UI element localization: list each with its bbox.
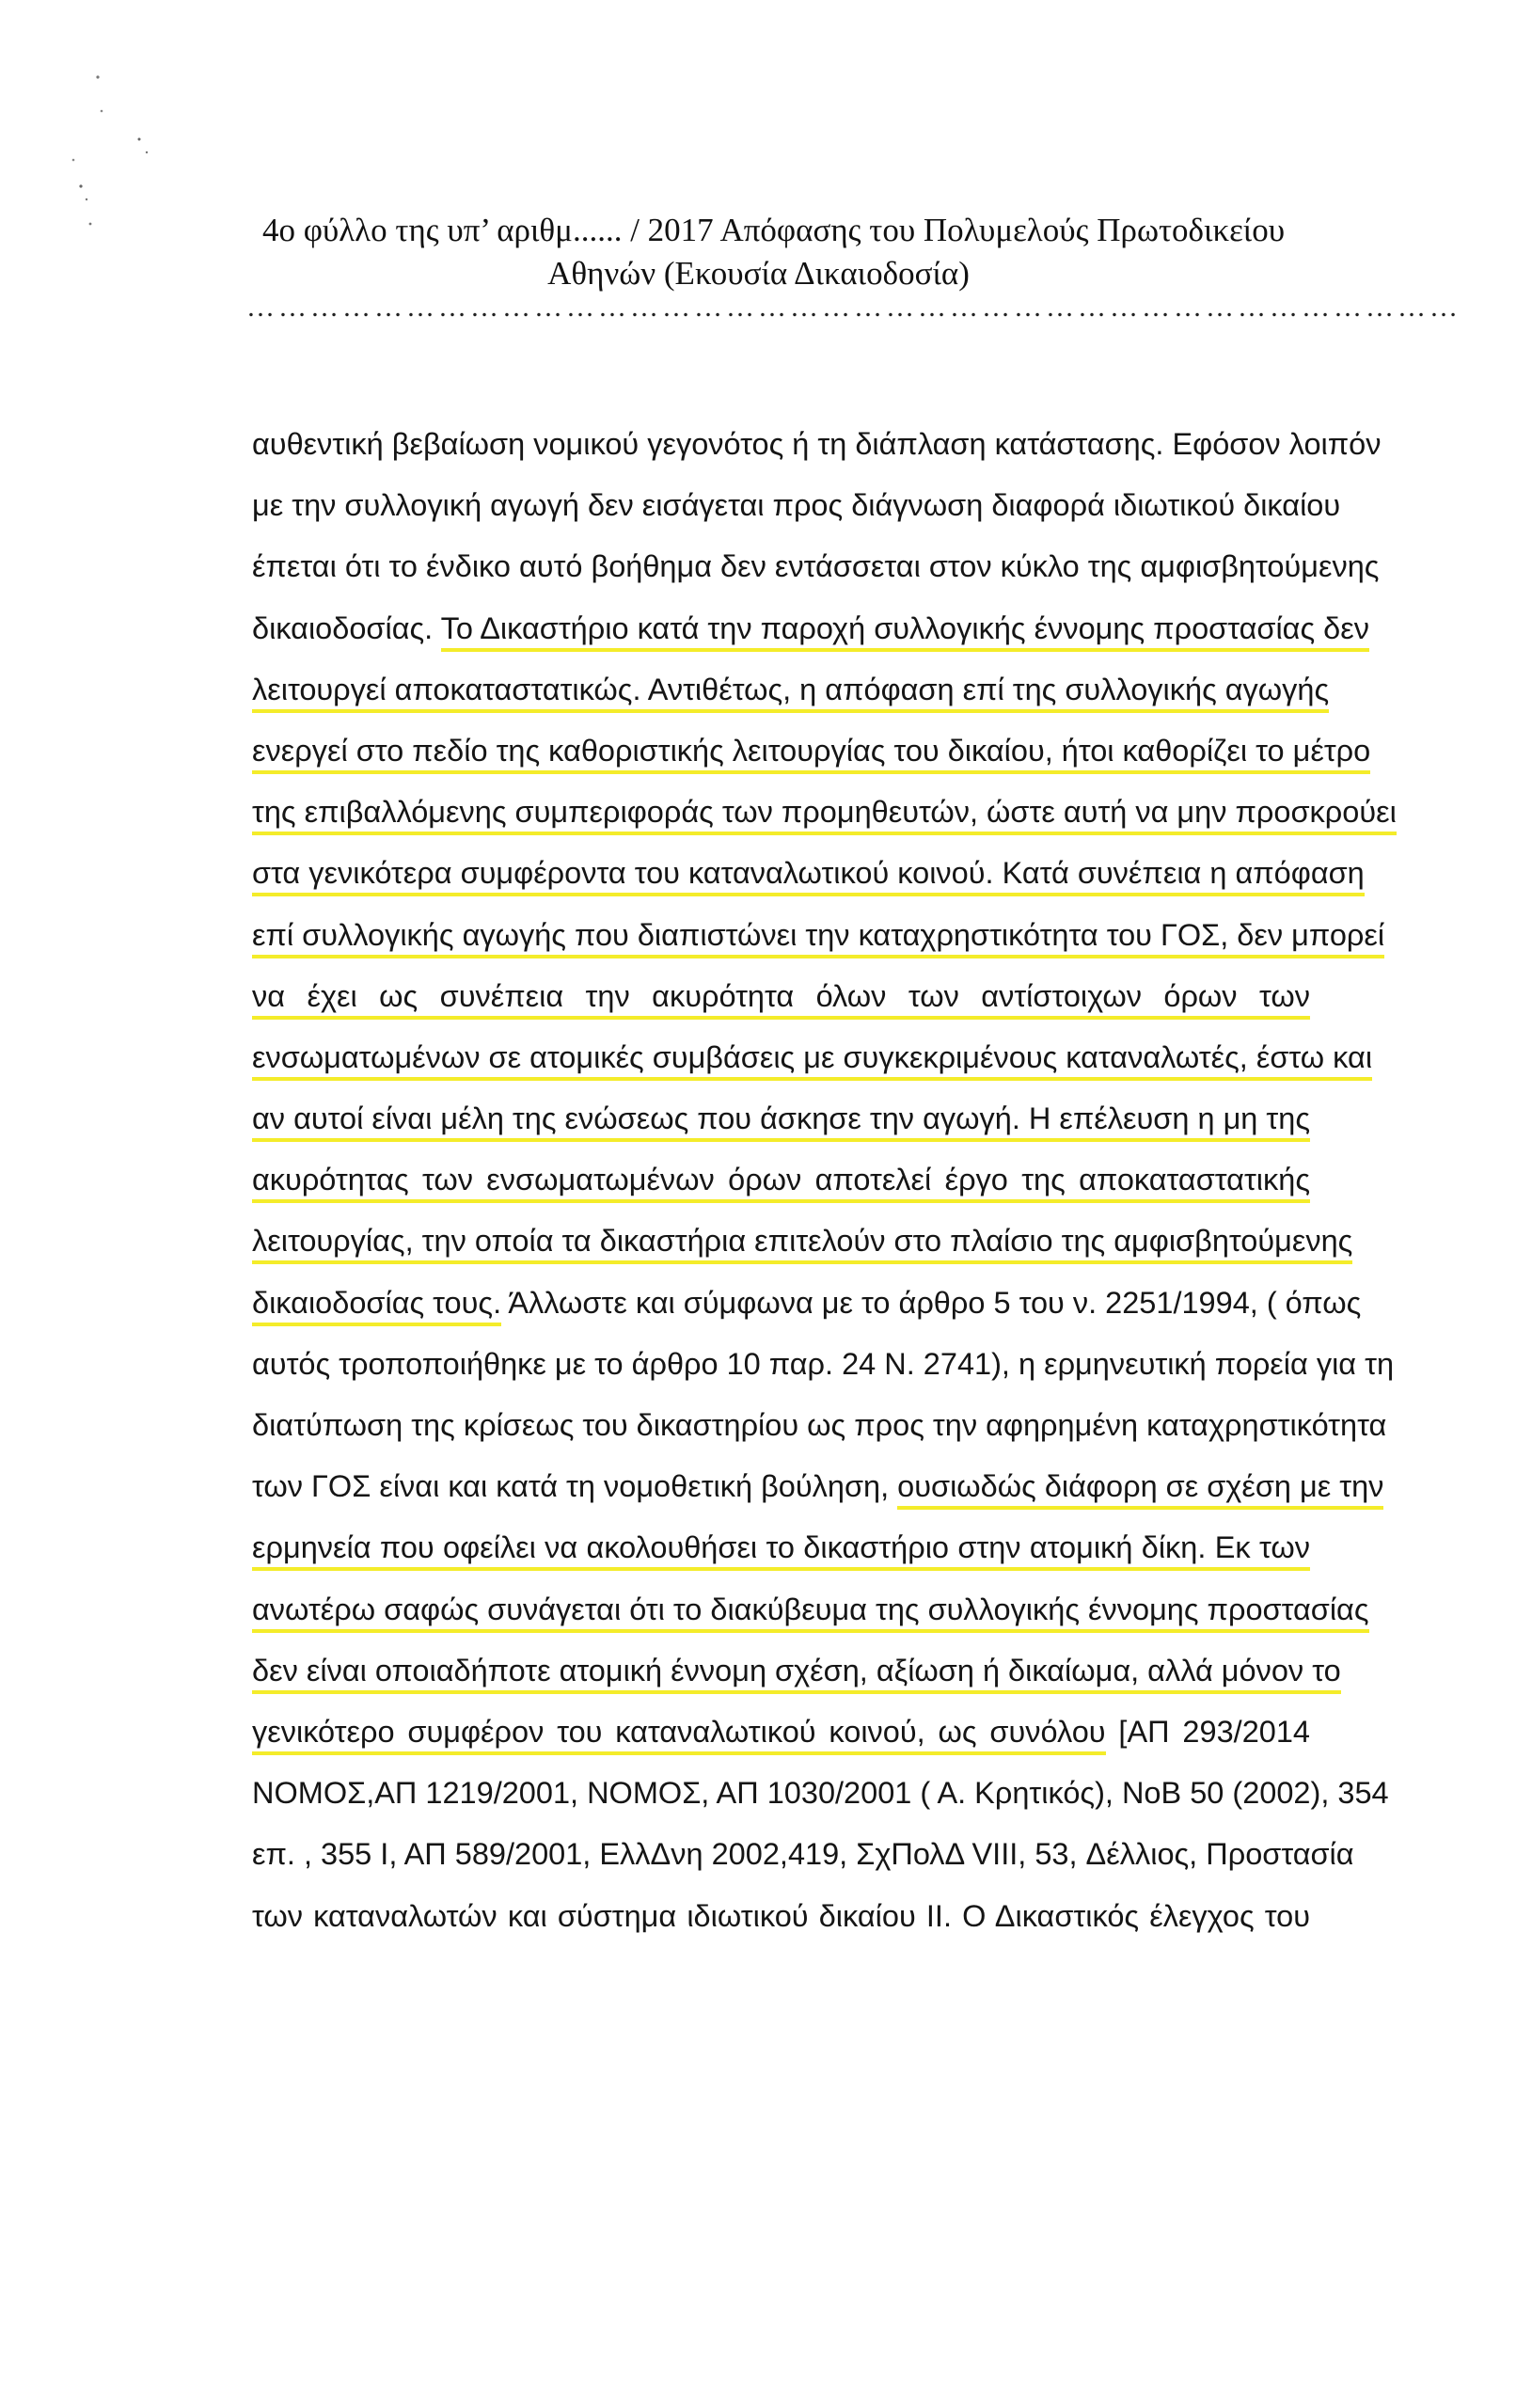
line-text: διατύπωση της κρίσεως του δικαστηρίου ως προς την αφηρημένη καταχρηστικότητα bbox=[252, 1408, 1387, 1442]
text-line bbox=[252, 1211, 1353, 1272]
text-line bbox=[252, 598, 1369, 659]
header-line-2: Αθηνών (Εκουσία Δικαιοδοσία) bbox=[547, 255, 970, 292]
text-line bbox=[252, 659, 1330, 721]
text-line bbox=[252, 536, 1380, 597]
highlighted-text: ανωτέρω σαφώς συνάγεται ότι το διακύβευμα της συλλογικής έννομης προστασίας bbox=[252, 1592, 1369, 1633]
text-line bbox=[252, 1640, 1341, 1702]
text-line bbox=[252, 905, 1385, 966]
line-text: των ΓΟΣ είναι και κατά τη νομοθετική βούληση, bbox=[252, 1469, 898, 1504]
highlighted-text: λειτουργεί αποκαταστατικώς. Αντιθέτως, η απόφαση επί της συλλογικής αγωγής bbox=[252, 673, 1329, 713]
text-line bbox=[252, 1334, 1395, 1395]
line-text: των καταναλωτών και σύστημα ιδιωτικού δικαίου ΙΙ. Ο Δικαστικός έλεγχος του bbox=[252, 1898, 1310, 1933]
highlighted-text: λειτουργίας, την οποία τα δικαστήρια επιτελούν στο πλαίσιο της αμφισβητούμενης bbox=[252, 1224, 1352, 1264]
highlighted-text: ουσιωδώς διάφορη σε σχέση με την bbox=[897, 1469, 1383, 1510]
line-text: Άλλωστε και σύμφωνα με το άρθρο 5 του ν. 2251/1994, ( όπως bbox=[501, 1285, 1362, 1320]
scan-specks bbox=[0, 0, 188, 245]
text-line bbox=[252, 1456, 1384, 1517]
line-text: ΝΟΜΟΣ,ΑΠ 1219/2001, ΝΟΜΟΣ, ΑΠ 1030/2001 ( Α. Κρητικός), ΝοΒ 50 (2002), 354 bbox=[252, 1776, 1389, 1811]
highlighted-text: δικαιοδοσίας τους. bbox=[252, 1286, 501, 1326]
text-line bbox=[252, 414, 1382, 475]
line-text: δικαιοδοσίας. bbox=[252, 610, 441, 645]
line-text: με την συλλογική αγωγή δεν εισάγεται προς διάγνωση διαφορά ιδιωτικού δικαίου bbox=[252, 488, 1341, 523]
text-line bbox=[252, 1088, 1310, 1149]
text-line bbox=[252, 966, 1310, 1027]
line-text: επ. , 355 Ι, ΑΠ 589/2001, ΕλλΔνη 2002,419, ΣχΠολΔ VIII, 53, Δέλλιος, Προστασία bbox=[252, 1837, 1354, 1872]
highlighted-text: αν αυτοί είναι μέλη της ενώσεως που άσκησε την αγωγή. Η επέλευση η μη της bbox=[252, 1101, 1310, 1142]
highlighted-text: δεν είναι οποιαδήποτε ατομική έννομη σχέση, αξίωση ή δικαίωμα, αλλά μόνον το bbox=[252, 1654, 1341, 1694]
highlighted-text: ερμηνεία που οφείλει να ακολουθήσει το δικαστήριο στην ατομική δίκη. Εκ των bbox=[252, 1530, 1310, 1571]
header-line-1: 4ο φύλλο της υπ’ αριθμ...... / 2017 Απόφασης του Πολυμελούς Πρωτοδικείου bbox=[261, 212, 1286, 248]
highlighted-text: γενικότερο συμφέρον του καταναλωτικού κοινού, ως συνόλου bbox=[252, 1715, 1106, 1755]
text-line bbox=[252, 1395, 1387, 1456]
text-line bbox=[252, 1702, 1310, 1763]
text-line bbox=[252, 1886, 1310, 1947]
highlighted-text: ενεργεί στο πεδίο της καθοριστικής λειτουργίας του δικαίου, ήτοι καθορίζει το μέτρο bbox=[252, 734, 1370, 774]
text-line bbox=[252, 1763, 1389, 1824]
text-line bbox=[252, 475, 1341, 536]
highlighted-text: της επιβαλλόμενης συμπεριφοράς των προμηθευτών, ώστε αυτή να μην προσκρούει bbox=[252, 795, 1397, 835]
highlighted-text: να έχει ως συνέπεια την ακυρότητα όλων των αντίστοιχων όρων των bbox=[252, 979, 1310, 1020]
highlighted-text: επί συλλογικής αγωγής που διαπιστώνει την καταχρηστικότητα του ΓΟΣ, δεν μπορεί bbox=[252, 918, 1384, 958]
highlighted-text: ακυρότητας των ενσωματωμένων όρων αποτελεί έργο της αποκαταστατικής bbox=[252, 1163, 1310, 1203]
text-line bbox=[252, 1517, 1310, 1578]
line-text: έπεται ότι το ένδικο αυτό βοήθημα δεν εντάσσεται στον κύκλο της αμφισβητούμενης bbox=[252, 549, 1380, 584]
line-text: [ΑΠ 293/2014 bbox=[1105, 1714, 1310, 1749]
highlighted-text: ενσωματωμένων σε ατομικές συμβάσεις με συγκεκριμένους καταναλωτές, έστω και bbox=[252, 1040, 1372, 1081]
text-line bbox=[252, 721, 1371, 782]
text-line bbox=[252, 1027, 1373, 1088]
header-dotted-rule: …………………………………………………………………………………………………… bbox=[246, 292, 1461, 323]
line-text: αυτός τροποποιήθηκε με το άρθρο 10 παρ. 24 Ν. 2741), η ερμηνευτική πορεία για τη bbox=[252, 1346, 1395, 1381]
text-line bbox=[252, 843, 1365, 904]
text-line bbox=[252, 1273, 1362, 1334]
body-text bbox=[252, 414, 1397, 1947]
page-header bbox=[0, 209, 1517, 295]
text-line bbox=[252, 1579, 1369, 1640]
text-line bbox=[252, 782, 1397, 843]
text-line bbox=[252, 1149, 1310, 1211]
highlighted-text: Το Δικαστήριο κατά την παροχή συλλογικής έννομης προστασίας δεν bbox=[441, 611, 1369, 652]
highlighted-text: στα γενικότερα συμφέροντα του καταναλωτικού κοινού. Κατά συνέπεια η απόφαση bbox=[252, 856, 1365, 896]
line-text: αυθεντική βεβαίωση νομικού γεγονότος ή τη διάπλαση κατάστασης. Εφόσον λοιπόν bbox=[252, 427, 1382, 461]
text-line bbox=[252, 1824, 1354, 1885]
